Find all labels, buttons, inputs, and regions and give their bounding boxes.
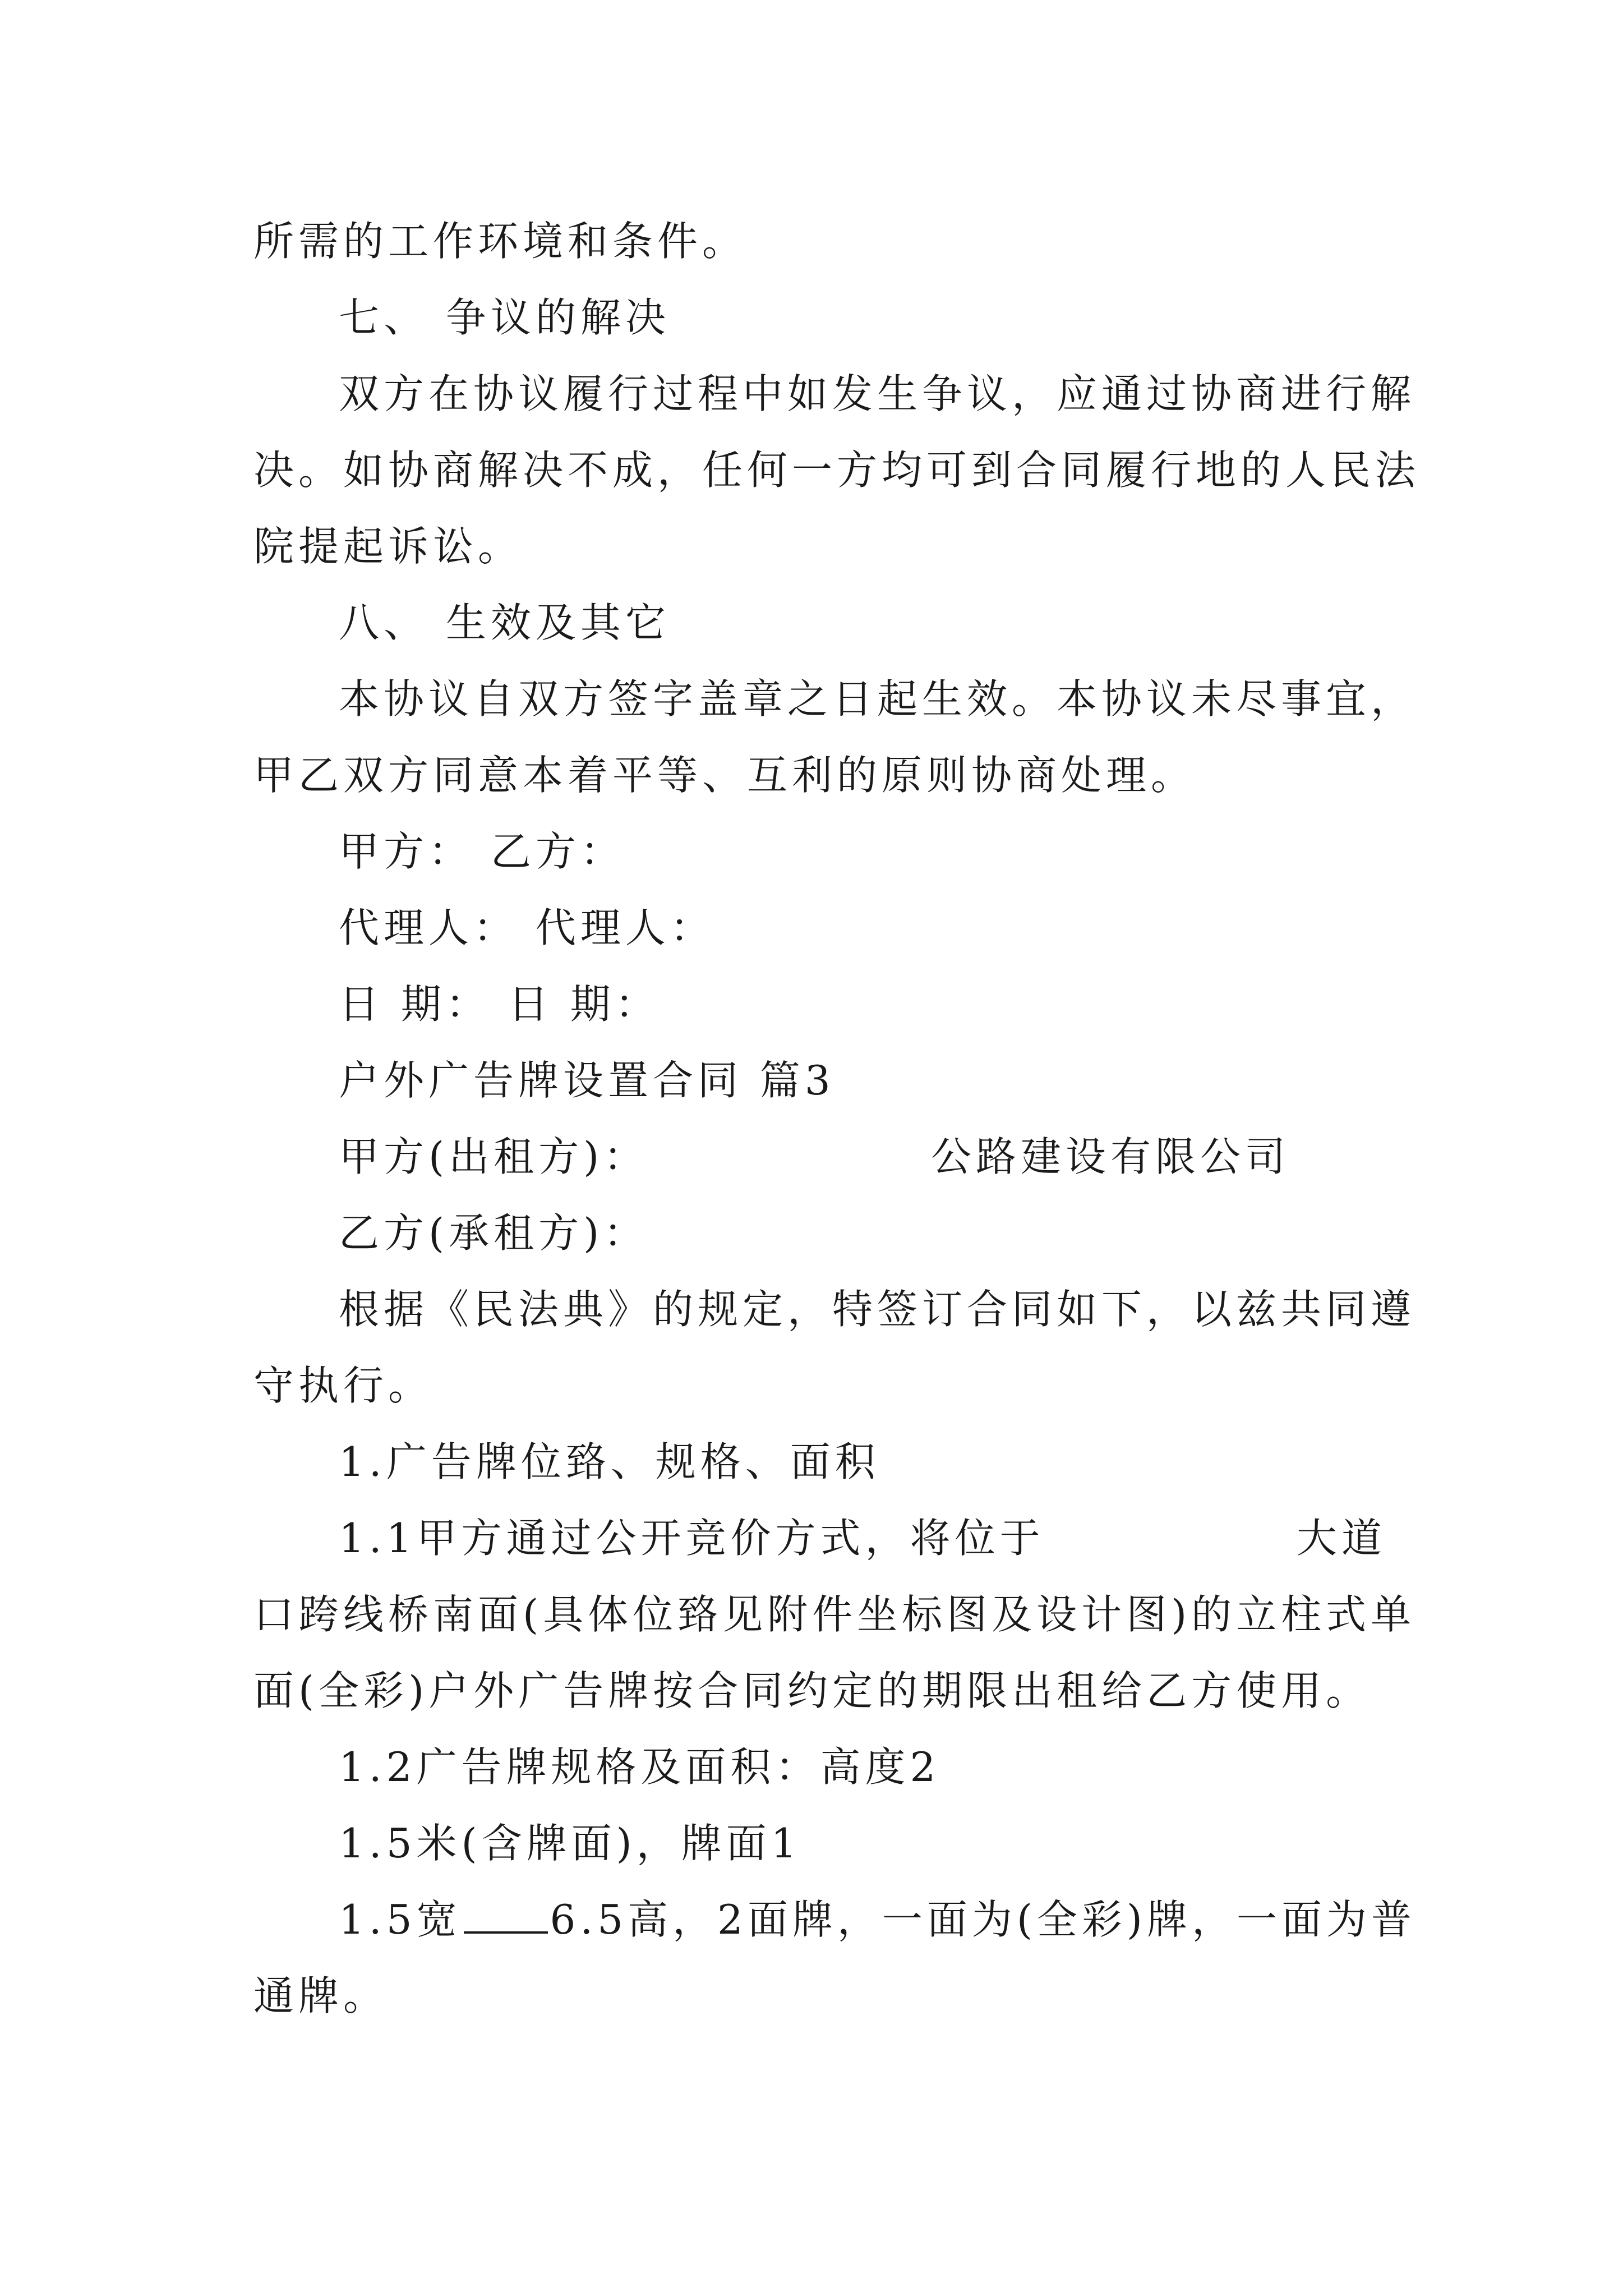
height-text: 6.5高，2面牌，一面为(全彩)牌，一面为普 <box>550 1896 1417 1943</box>
clause-1-1-start: 1.1甲方通过公开竞价方式，将位于 <box>339 1515 1045 1562</box>
text-line-5: 院提起诉讼。 <box>253 523 523 570</box>
text-line-24: 1.5米(含牌面)，牌面1 <box>339 1820 801 1867</box>
party-a-label: 甲方(出租方)： <box>339 1133 649 1180</box>
signature-party-line: 甲方： 乙方： <box>339 828 625 875</box>
width-text: 1.5宽 <box>339 1896 462 1943</box>
section-heading-7: 七、 争议的解决 <box>339 294 670 341</box>
party-b-label: 乙方(承租方)： <box>339 1209 649 1257</box>
text-line-17: 守执行。 <box>253 1362 434 1409</box>
signature-date-line: 日 期： 日 期： <box>339 981 660 1028</box>
text-line-7: 本协议自双方签字盖章之日起生效。本协议未尽事宜， <box>339 675 1416 723</box>
text-line-21: 口跨线桥南面(具体位臵见附件坐标图及设计图)的立柱式单 <box>253 1591 1416 1638</box>
text-line-3: 双方在协议履行过程中如发生争议，应通过协商进行解 <box>339 370 1416 417</box>
text-line-4: 决。如协商解决不成，任何一方均可到合同履行地的人民法 <box>253 447 1421 494</box>
text-line-25 <box>339 1892 1416 1948</box>
clause-1-1-road: 大道 <box>1297 1515 1387 1562</box>
text-line-26: 通牌。 <box>253 1972 389 2019</box>
text-line-16: 根据《民法典》的规定，特签订合同如下，以兹共同遵 <box>339 1286 1416 1333</box>
clause-heading-1: 1.广告牌位臵、规格、面积 <box>339 1438 880 1485</box>
party-a-name: 公路建设有限公司 <box>931 1133 1290 1180</box>
clause-1-2: 1.2广告牌规格及面积：高度2 <box>339 1743 940 1791</box>
signature-agent-line: 代理人： 代理人： <box>339 904 715 951</box>
text-line-1: 所需的工作环境和条件。 <box>253 218 748 265</box>
contract-title: 户外广告牌设置合同 篇3 <box>339 1057 835 1104</box>
text-line-22: 面(全彩)户外广告牌按合同约定的期限出租给乙方使用。 <box>253 1667 1371 1714</box>
fill-blank-underline <box>464 1898 548 1934</box>
section-heading-8: 八、 生效及其它 <box>339 599 670 646</box>
text-line-8: 甲乙双方同意本着平等、互利的原则协商处理。 <box>253 752 1196 799</box>
